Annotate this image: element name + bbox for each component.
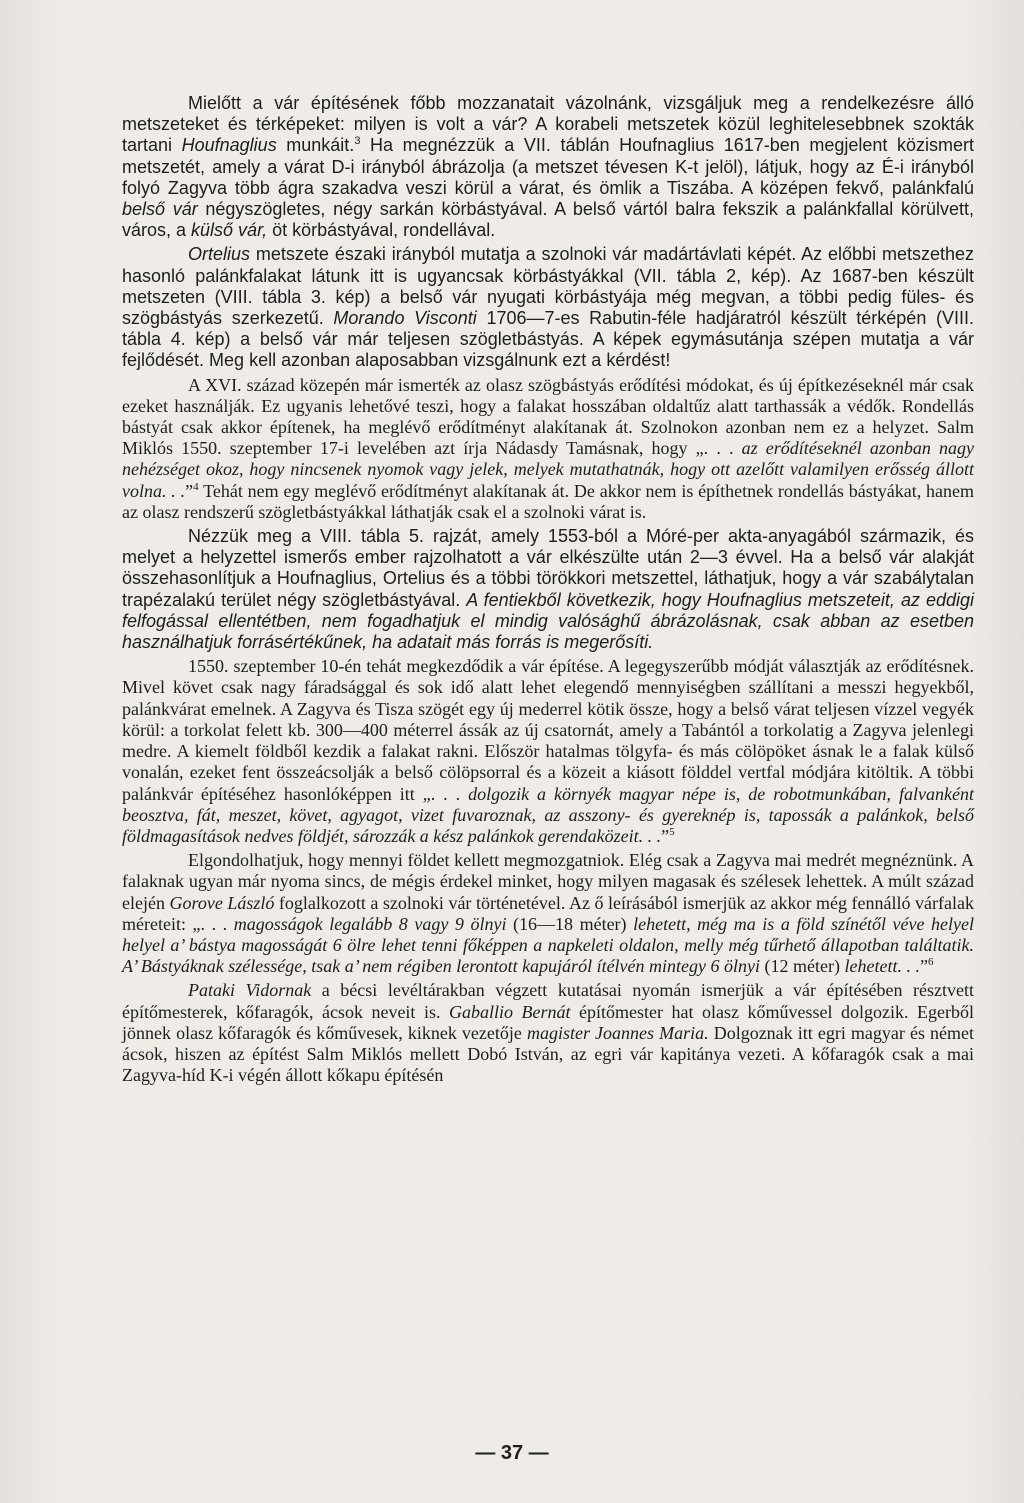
text-run: Ha megnézzük a VII. táblán Houfnaglius 1617-ben megjelent közismert metszetét, amely a várat D-i irányból ábrázolja (a metszet tévesen K-t jelöl), látjuk, hogy az É-i irányból folyó Zagyva több ágra szakadva veszi körül a várat, és ömlik a Tiszába. A középen fekvő, palánkfalú — [122, 135, 975, 198]
text-run: öt körbástyával, rondellával. — [267, 220, 496, 241]
italic-text: külső vár, — [191, 220, 268, 241]
text-run: négyszögletes, négy sarkán körbástyával. A belső vártól balra fekszik a palánkfallal körülvett, város, a — [122, 199, 974, 241]
italic-text: Pataki Vidornak — [188, 980, 312, 1001]
paragraph — [122, 526, 974, 653]
italic-text: lehetett, még ma is a föld színétől véve helyel helyel a’ bástya magosságát 6 ölre lehet tenni főképpen a napkeleti oldalon, melly még tűrhető állapotban találtatik. A’ Bástyáknak szélessége, tsak a’ nem régiben lerontott kapujáról ítélvén mintegy 6 ölnyi — [122, 913, 974, 977]
italic-text: Morando Visconti — [333, 308, 477, 329]
text-run: építőmester hat olasz kőművessel dolgozik. Egerből jönnek olasz kőfaragók és kőművesek, kiknek vezetője — [122, 1001, 974, 1043]
text-run: Nézzük meg a VIII. tábla 5. rajzát, amely 1553-ból a Móré-per akta-anyagából származik, és melyet a helyzettel ismerős ember rajzolhatott a vár elkészülte után 2—3 évvel. Ha a belső vár alakját összehasonlítjuk a Houfnaglius, Ortelius és a többi törökkori metszettel, láthatjuk, hogy a vár szabálytalan trapézalakú terület négy szögletbástyával. — [122, 526, 974, 610]
italic-text: dolgozik a környék magyar népe is, de robotmunkában, falvanként beosztva, fát, meszet, követ, agyagot, vizet fuvaroznak, az asszony- és gyereknép is, tapossák a palánkok, belső földmagasítások nedves földjét, sározzák a kész palánkok gerendaközeit. . . — [122, 783, 974, 846]
text-run: Dolgoznak itt egri magyar és német ácsok, hiszen az építést Salm Miklós mellett Dobó István, az egri vár kapitánya vezeti. A kőfaragók csak a mai Zagyva-híd K-i végén állott kőkapu építésén — [122, 1022, 975, 1086]
paragraph — [122, 656, 974, 847]
paragraph — [122, 980, 974, 1086]
text-run: (12 méter) — [760, 956, 845, 977]
italic-text: Ortelius — [188, 244, 251, 265]
footnote-ref: 3 — [354, 135, 361, 148]
italic-text: Gorove László — [169, 892, 275, 913]
italic-text: az erődítéseknél azonban nagy nehézséget okoz, hogy nincsenek nyomok vagy jelek, melyek mutathatnák, hogy ott azelőtt valamilyen erősség állott volna. . . — [122, 438, 974, 501]
paragraph — [122, 244, 974, 371]
footnote-ref: 4 — [193, 480, 199, 493]
text-run: ” — [661, 825, 670, 846]
italic-text: Gaballio Bernát — [448, 1001, 571, 1022]
text-run: ” — [919, 956, 928, 977]
footnote-ref: 6 — [927, 956, 934, 969]
paragraph — [122, 93, 974, 241]
text-run: ” — [185, 480, 194, 501]
body-text — [122, 93, 974, 1089]
paragraph — [122, 375, 974, 523]
italic-text: A fentiekből következik, hogy Houfnaglius metszeteit, az eddigi felfogással ellentétben, nem fogadhatjuk el mindig valósághű ábrázolásnak, csak abban az esetben használhatjuk forrásértékűnek, ha adatait más forrás is megerősíti. — [122, 589, 975, 653]
paragraph — [122, 850, 974, 977]
text-run: a bécsi levéltárakban végzett kutatásai nyomán ismerjük a vár építésében résztvett építőmesterek, kőfaragók, ácsok neveit is. — [122, 980, 975, 1022]
text-run: A XVI. század közepén már ismerték az olasz szögbástyás erődítési módokat, és új építkezéseknél már csak ezeket használják. Ez ugyanis lehetővé teszi, hogy a falakat hosszában oldaltűz alatt tarthassák a védők. Rondellás bástyát csak akkor építenek, ha meglévő erődítményt alakítanak át. Szolnokon azonban nem ez a helyzet. Salm Miklós 1550. szeptember 17-i levelében azt írja Nádasdy Tamásnak, hogy „. . . — [122, 374, 974, 459]
italic-text: Houfnaglius — [181, 135, 277, 156]
text-run: Tehát nem egy meglévő erődítményt alakítanak át. De akkor nem is építhetnek rondellás bástyákat, hanem az olasz rendszerű szögletbástyákkal láthatják csak el a szolnoki várat is. — [122, 480, 974, 522]
text-run: (16—18 méter) — [506, 913, 634, 934]
italic-text: magosságok legalább 8 vagy 9 ölnyi — [233, 913, 507, 934]
text-run: munkáit. — [276, 135, 355, 156]
italic-text: belső vár — [122, 199, 198, 220]
italic-text: lehetett. . . — [844, 956, 920, 977]
text-run: Mielőtt a vár építésének főbb mozzanatait vázolnánk, vizsgáljuk meg a rendelkezésre álló metszeteket és térképeket: milyen is volt a vár? A korabeli metszetek közül leghitelesebbnek szokták tartani — [122, 93, 974, 156]
text-run: 1550. szeptember 10-én tehát megkezdődik a vár építése. A legegyszerűbb módját választják az erődítésnek. Mivel követ csak nagy fáradsággal és sok idő alatt lehet elegendő mennyiségben szállítani a messzi hegyekből, palánkvárat emelnek. A Zagyva és Tisza szögét egy új mederrel kötik össze, hogy a belső várat teljesen vízzel vegyék körül: a torkolat felett kb. 300—400 méterrel ássák az új csatornát, amely a Tabántól a torkolatig a Zagyva jelenlegi medre. A kiemelt földből kezdik a falakat rakni. Először hatalmas tölgyfa- és más cölöpöket ásnak le a falak külső vonalán, ezeket fent összeácsolják a belső cölöpsorral és a közeit a kiásott földdel vertfal módjára kitöltik. A többi palánkvár építéséhez hasonlóképpen itt „. . . — [122, 656, 974, 804]
text-run: Elgondolhatjuk, hogy mennyi földet kellett megmozgatniok. Elég csak a Zagyva mai medrét megnéznünk. A falaknak ugyan már nyoma sincs, de mégis érdekel minket, hogy milyen magasak és szélesek lehettek. A múlt század elején — [122, 850, 974, 913]
text-run: metszete északi irányból mutatja a szolnoki vár madártávlati képét. Az előbbi metszethez hasonló palánkfalakat látunk itt is ugyancsak körbástyákkal (VII. tábla 2, kép). Az 1687-ben készült metszeten (VIII. tábla 3. kép) a belső vár nyugati körbástyája még megvan, a többi pedig füles- és szögbástyás szerkezetű. — [122, 244, 974, 329]
footnote-ref: 5 — [669, 825, 675, 838]
text-run: foglalkozott a szolnoki vár történetével. Az ő leírásából ismerjük az akkor még fennálló várfalak méreteit: „. . . — [122, 892, 974, 934]
text-run: 1706—7-es Rabutin-féle hadjáratról készült térképén (VIII. tábla 4. kép) a belső vár már teljesen szögletbástyás. A képek egymásutánja szépen mutatja a vár fejlődését. Meg kell azonban alaposabban vizsgálnunk ezt a kérdést! — [122, 308, 974, 371]
page-number: — 37 — — [475, 1442, 549, 1464]
italic-text: magister Joannes Maria. — [526, 1022, 709, 1043]
